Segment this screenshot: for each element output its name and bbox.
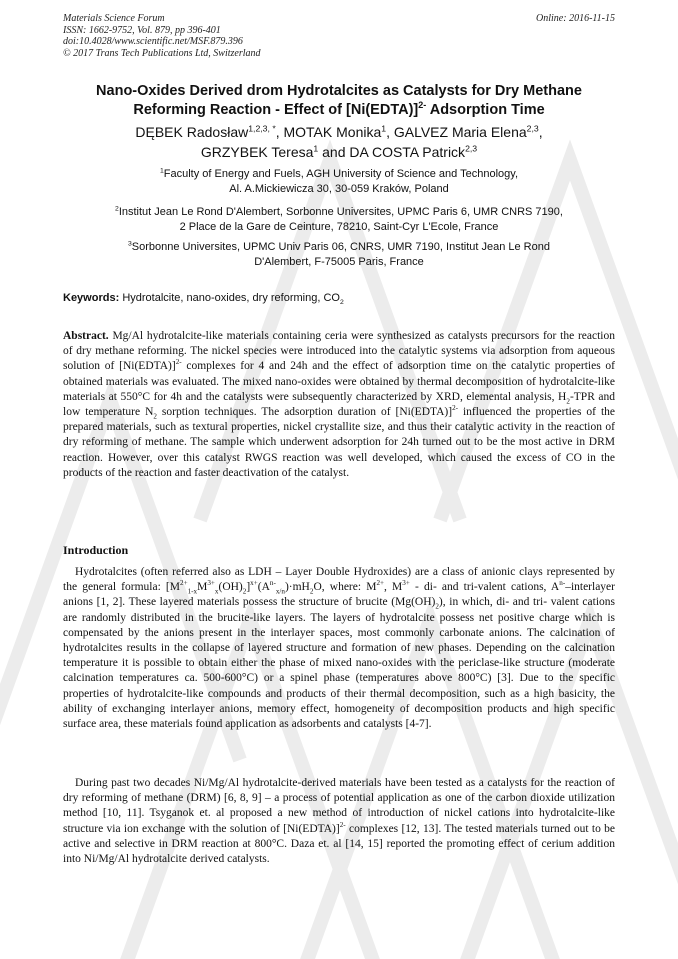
author-name: DĘBEK Radosław bbox=[135, 124, 249, 140]
paper-title bbox=[40, 82, 638, 120]
copyright-line: © 2017 Trans Tech Publications Ltd, Switzerland bbox=[63, 47, 261, 59]
author-name: MOTAK Monika bbox=[283, 124, 382, 140]
authors-line-2: GRZYBEK Teresa$^1$ and DA COSTA Patrick$^{2,3}$ bbox=[200, 143, 478, 160]
affiliation: $^3$Sorbonne Universites, UPMC Univ Paris 06, CNRS, UMR 7190, Institut Jean Le Rond D'Alembert, F-75005 Paris, France bbox=[128, 240, 550, 268]
doi-line: doi:10.4028/www.scientific.net/MSF.879.396 bbox=[63, 36, 243, 47]
title-line-1: Nano-Oxides Derived drom Hydrotalcites as Catalysts for Dry Methane bbox=[96, 83, 582, 99]
author-name: GALVEZ Maria Elena bbox=[393, 124, 527, 140]
intro-paragraph-1: Hydrotalcites (often referred also as LDH – Layer Double Hydroxides) are a class of anionic clays represented by the general formula: $[M^{2+}_{1-x}M^{3+}_x(OH)_2]^{x+}(A^{n-}_{x/n})\cdot mH_2O$, where: $M^{2+}$, $M^{3+} - di-$ and tri-valent cations, $A^{n-}$–interlayer anions [1, 2]. These layered materials possess the structure of brucite $(Mg(OH)_2)$, in which, di- and tri- valent cations are randomly distributed in the brucite-like layers. The layers of hydrotalcite possess net positive charge which is compensated by the anions present in the interlayer spaces, most commonly carbonate anions. The calcination of hydrotalcites results in the collapse of layered structure and formation of new phases. Depending on the calcination temperature it is possible to obtain either the phase of mixed nano-oxides with the periclase-like structure (moderate calcination temperatures ca. 500-600°C) or a spinel phase (temperatures above 800°C) [3]. Due to the specific properties of hydrotalcite-like compounds and products of their thermal decomposition, such as a high basicity, the ability of exchanging interlayer anions, memory effect, homogeneity of decomposition products and high specific surface area, these materials found application as adsorbents and catalysts [4-7]. bbox=[63, 566, 615, 731]
journal-header bbox=[63, 13, 261, 59]
author-name: GRZYBEK Teresa bbox=[200, 144, 314, 160]
authors-line-1: DĘBEK Radosław$^{1,2,3, *}$, MOTAK Monika$^1$, GALVEZ Maria Elena$^{2,3}$, bbox=[135, 123, 543, 140]
title-line-2: Reforming Reaction - Effect of [Ni(EDTA)]$^{2-}$ Adsorption Time bbox=[133, 100, 545, 118]
author-list bbox=[40, 122, 638, 162]
keywords-label: Keywords: bbox=[63, 292, 120, 304]
keywords: Keywords: Hydrotalcite, nano-oxides, dry reforming, $CO_2$ bbox=[63, 292, 344, 307]
online-date: Online: 2016-11-15 bbox=[536, 13, 615, 24]
abstract-label: Abstract. bbox=[63, 330, 109, 342]
intro-paragraph-2: During past two decades Ni/Mg/Al hydrotalcite-derived materials have been tested as a catalysts for the reaction of dry reforming of methane (DRM) [6, 8, 9] – a process of potential application as one of the carbon dioxide utilization method [10, 11]. Tsyganok et. al proposed a new method of introduction of nickel cations into hydrotalcite-like structure via ion exchange with the solution of [Ni(EDTA)]$^{2-}$ complexes [12, 13]. The tested materials turned out to be active and selective in DRM reaction at 800°C. Daza et. al [14, 15] reported the promoting effect of cerium addition into Ni/Mg/Al hydrotalcite derived catalysts. bbox=[63, 777, 615, 866]
section-heading-introduction: Introduction bbox=[63, 543, 129, 557]
abstract: Abstract. Mg/Al hydrotalcite-like materials containing ceria were synthesized as catalysts precursors for the reaction of dry methane reforming. The nickel species were introduced into the catalytic systems via adsorption from aqueous solution of [Ni(EDTA)]$^{2-}$ complexes for 4 and 24h and the effect of adsorption time on the catalytic properties of obtained materials was evaluated. The mixed nano-oxides were obtained by thermal decomposition of hydrotalcite-like materials at 550°C for 4h and the catalysts were subsequently characterized by XRD, elemental analysis, $H_2$-TPR and low temperature $N_2$ sorption techniques. The adsorption duration of [Ni(EDTA)]$^{2-}$ influenced the properties of the prepared materials, such as textural properties, nickel crystallite size, and thus their catalytic activity in the reaction of dry reforming of methane. The sample which underwent adsorption for 24h turned out to be the most active in DRM reaction. However, over this catalyst RWGS reaction was well developed, which caused the excess of CO in the products of the reaction and faster deactivation of the catalyst. bbox=[63, 330, 616, 479]
affiliation: $^2$Institut Jean Le Rond D'Alembert, Sorbonne Universites, UPMC Paris 6, UMR CNRS 7190, 2 Place de la Gare de Ceinture, 78210, Saint-Cyr L'Ecole, France bbox=[115, 205, 563, 233]
issn-line: ISSN: 1662-9752, Vol. 879, pp 396-401 bbox=[63, 24, 221, 36]
affiliation: $^1$Faculty of Energy and Fuels, AGH University of Science and Technology, Al. A.Mickiewicza 30, 30-059 Kraków, Poland bbox=[159, 167, 518, 195]
author-name: DA COSTA Patrick bbox=[349, 144, 466, 160]
journal-name: Materials Science Forum bbox=[63, 13, 165, 24]
